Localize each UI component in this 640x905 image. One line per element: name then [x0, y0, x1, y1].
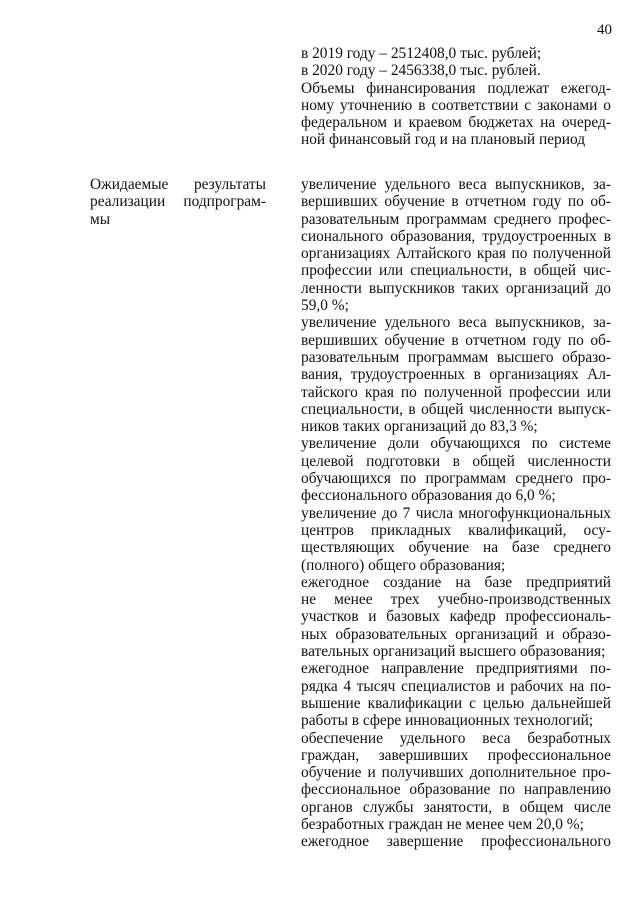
result-line: вершивших обучение в отчетном году по об- [301, 193, 611, 211]
result-line: участков и базовых кафедр профессиональ- [301, 608, 611, 626]
financing-line: ному уточнению в соответствии с законами о [301, 96, 611, 114]
result-line: ников таких организаций до 83,3 %; [301, 418, 538, 436]
financing-line: Объемы финансирования подлежат ежегод- [301, 79, 611, 97]
result-line: вания, трудоустроенных в организациях Ал- [301, 366, 611, 384]
result-line: разовательным программам высшего образо- [301, 348, 611, 366]
financing-line: ной финансовый год и на плановый период [301, 131, 586, 149]
result-line: профессии или специальности, в общей чис- [301, 262, 611, 280]
label-line: мы [90, 210, 111, 228]
result-line: тайского края по полученной профессии или [301, 383, 611, 401]
result-line: ществляющих обучение на базе среднего [301, 539, 611, 557]
result-line: ных образовательных организаций и образо- [301, 625, 611, 643]
result-line: ежегодное создание на базе предприятий [301, 573, 611, 591]
result-line: 59,0 %; [301, 297, 349, 315]
result-line: работы в сфере инновационных технологий; [301, 712, 594, 730]
result-line: вышение квалификации с целью дальнейшей [301, 694, 611, 712]
result-line: разовательным программам среднего профес- [301, 210, 611, 228]
page-number: 40 [597, 22, 612, 38]
result-line: рядка 4 тысяч специалистов и рабочих на по- [301, 677, 611, 695]
result-line: обучающихся по программам среднего про- [301, 470, 611, 488]
result-line: центров прикладных квалификаций, осу- [301, 521, 611, 539]
result-line: целевой подготовки в общей численности [301, 452, 611, 470]
result-line: сионального образования, трудоустроенных в [301, 227, 611, 245]
financing-line: в 2020 году – 2456338,0 тыс. рублей. [301, 62, 541, 80]
result-line: ленности выпускников таких организаций до [301, 279, 611, 297]
expected-results-block [301, 176, 611, 851]
result-line: (полного) общего образования; [301, 556, 506, 574]
results-label [90, 176, 266, 228]
result-line: вательных организаций высшего образования; [301, 643, 606, 661]
result-line: увеличение удельного веса выпускников, за- [301, 176, 611, 193]
result-line: граждан, завершивших профессиональное [301, 746, 611, 764]
financing-block [301, 45, 611, 149]
result-line: не менее трех учебно-производственных [301, 591, 611, 609]
result-line: обучение и получивших дополнительное про- [301, 764, 611, 782]
result-line: организациях Алтайского края по полученной [301, 245, 611, 263]
financing-line: в 2019 году – 2512408,0 тыс. рублей; [301, 45, 542, 62]
result-line: ежегодное завершение профессионального [301, 833, 611, 851]
result-line: обеспечение удельного веса безработных [301, 729, 611, 747]
result-line: органов службы занятости, в общем числе [301, 798, 611, 816]
label-line: Ожидаемые результаты [90, 176, 266, 193]
financing-line: федеральном и краевом бюджетах на очеред- [301, 114, 611, 132]
result-line: безработных граждан не менее чем 20,0 %; [301, 815, 584, 833]
result-line: увеличение доли обучающихся по системе [301, 435, 611, 453]
result-line: увеличение до 7 числа многофункциональных [301, 504, 611, 522]
result-line: ежегодное направление предприятиями по- [301, 660, 611, 678]
result-line: вершивших обучение в отчетном году по об- [301, 331, 611, 349]
result-line: фессиональное образование по направлению [301, 781, 611, 799]
result-line: фессионального образования до 6,0 %; [301, 487, 556, 505]
result-line: специальности, в общей численности выпуск- [301, 400, 611, 418]
label-line: реализации подпрограм- [90, 193, 266, 211]
result-line: увеличение удельного веса выпускников, за- [301, 314, 611, 332]
